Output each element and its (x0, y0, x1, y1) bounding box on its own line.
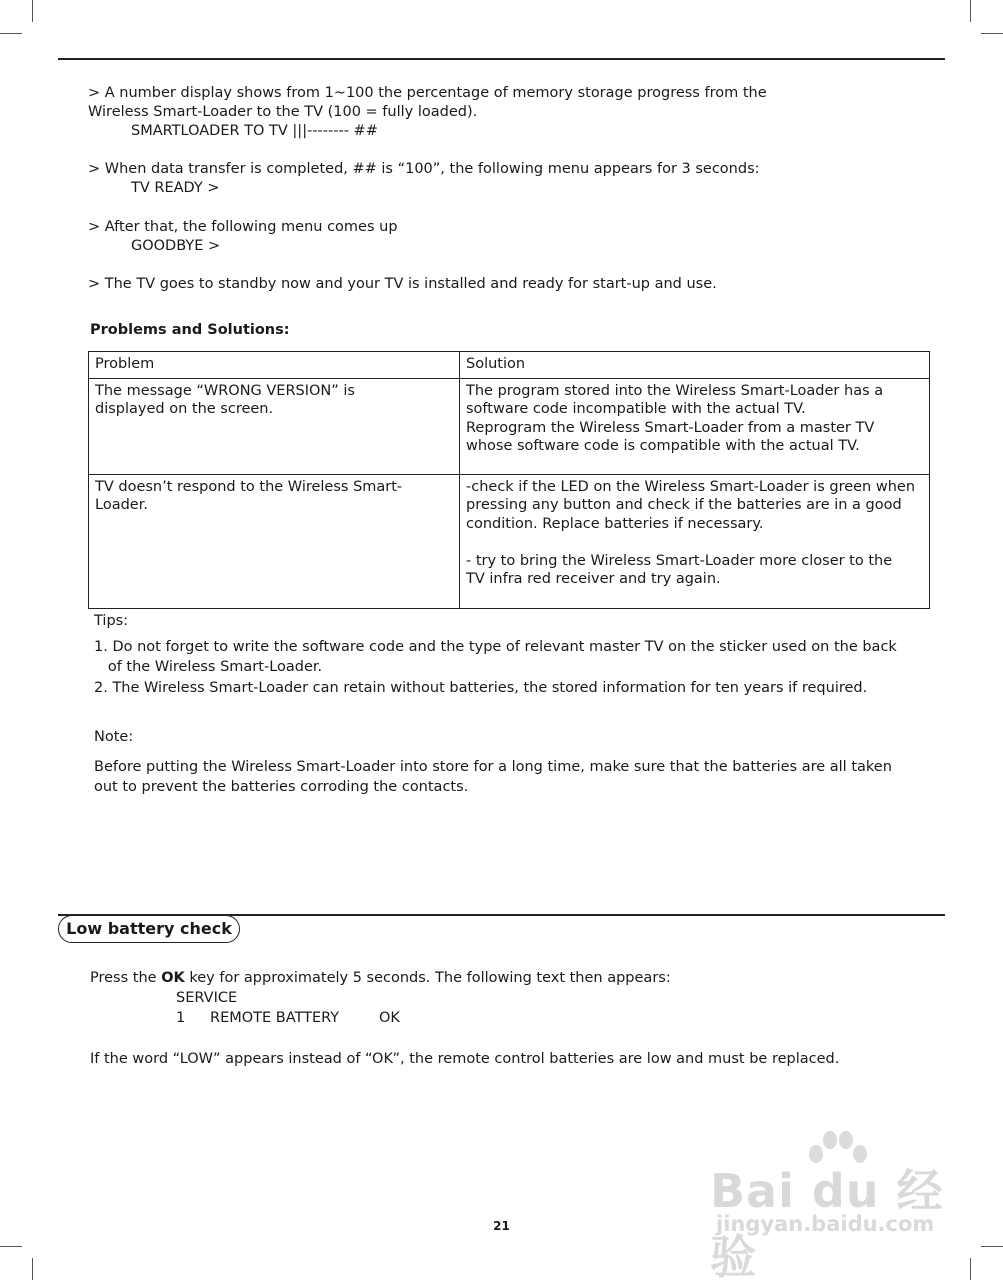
watermark-url: jingyan.baidu.com (716, 1212, 935, 1236)
press-suffix: key for approximately 5 seconds. The following text then appears: (184, 970, 671, 986)
problems-heading: Problems and Solutions: (90, 322, 290, 338)
solution-line: pressing any button and check if the batteries are in a good (466, 497, 902, 513)
solution-line: whose software code is compatible with the actual TV. (466, 438, 860, 454)
solution-line: condition. Replace batteries if necessary. (466, 515, 764, 532)
baidu-watermark (710, 1130, 950, 1284)
solution-header: Solution (460, 352, 930, 379)
crop-mark-bottom-right-v (970, 1258, 971, 1280)
solution-line: software code incompatible with the actual TV. (466, 401, 806, 417)
tips-label: Tips: (94, 613, 129, 629)
remote-battery-label: REMOTE BATTERY (210, 1010, 340, 1026)
solution-line: -check if the LED on the Wireless Smart-Loader is green when (466, 478, 916, 495)
solution-line: The program stored into the Wireless Smart-Loader has a (466, 382, 884, 399)
section-title-pill: Low battery check (58, 915, 240, 943)
intro-line-4: > When data transfer is completed, ## is “100”, the following menu appears for 3 seconds: (88, 161, 760, 177)
goodbye-text: GOODBYE > (131, 238, 221, 254)
solution-cell (460, 474, 930, 608)
intro-line-8: > The TV goes to standby now and your TV is installed and ready for start-up and use. (88, 276, 717, 292)
crop-mark-top-left-h (0, 33, 22, 34)
crop-mark-top-right-h (981, 33, 1003, 34)
top-rule (58, 58, 945, 60)
battery-status: OK (379, 1010, 400, 1026)
page-number: 21 (493, 1219, 510, 1233)
crop-mark-bottom-left-h (0, 1246, 22, 1247)
crop-mark-bottom-left-v (32, 1258, 33, 1280)
press-ok-instruction (90, 969, 671, 988)
problem-cell (89, 378, 460, 474)
service-item-number: 1 (176, 1010, 186, 1026)
solution-line: - try to bring the Wireless Smart-Loader more closer to the (466, 552, 893, 569)
intro-line-2: Wireless Smart-Loader to the TV (100 = fully loaded). (88, 104, 478, 120)
press-prefix: Press the (90, 970, 162, 986)
problem-cell (89, 474, 460, 608)
crop-mark-top-right-v (970, 0, 971, 22)
problem-line: displayed on the screen. (95, 401, 274, 417)
note-label: Note: (94, 729, 134, 745)
tip-1-line-1: 1. Do not forget to write the software code and the type of relevant master TV on the sticker used on the back (94, 639, 897, 655)
tv-ready-text: TV READY > (131, 180, 220, 196)
smartloader-progress-text: SMARTLOADER TO TV |||-------- ## (131, 123, 378, 139)
ok-key-label: OK (161, 970, 185, 986)
crop-mark-top-left-v (32, 0, 33, 22)
problem-line: The message “WRONG VERSION” is (95, 382, 355, 399)
note-line-1: Before putting the Wireless Smart-Loader into store for a long time, make sure that the batteries are all taken (94, 759, 892, 775)
tip-1-line-2: of the Wireless Smart-Loader. (94, 659, 323, 675)
intro-line-6: > After that, the following menu comes up (88, 219, 398, 235)
problems-table (88, 351, 930, 609)
watermark-logo-text: Bai du 经验 (710, 1164, 944, 1284)
problem-header: Problem (89, 352, 460, 379)
low-battery-note: If the word “LOW” appears instead of “OK”, the remote control batteries are low and must be replaced. (90, 1051, 840, 1067)
service-text: SERVICE (176, 990, 238, 1006)
crop-mark-bottom-right-h (981, 1246, 1003, 1247)
solution-line: TV infra red receiver and try again. (466, 571, 721, 587)
tip-2: 2. The Wireless Smart-Loader can retain without batteries, the stored information for ten years if required. (94, 680, 868, 696)
problem-line: TV doesn’t respond to the Wireless Smart- (95, 478, 403, 495)
solution-line: Reprogram the Wireless Smart-Loader from a master TV (466, 419, 875, 436)
problem-line: Loader. (95, 497, 148, 513)
table-header-row (89, 352, 930, 379)
table-row (89, 474, 930, 608)
table-row (89, 378, 930, 474)
intro-line-1: > A number display shows from 1~100 the percentage of memory storage progress from the (88, 85, 767, 101)
solution-line (466, 533, 923, 552)
note-line-2: out to prevent the batteries corroding the contacts. (94, 779, 469, 795)
solution-cell (460, 378, 930, 474)
